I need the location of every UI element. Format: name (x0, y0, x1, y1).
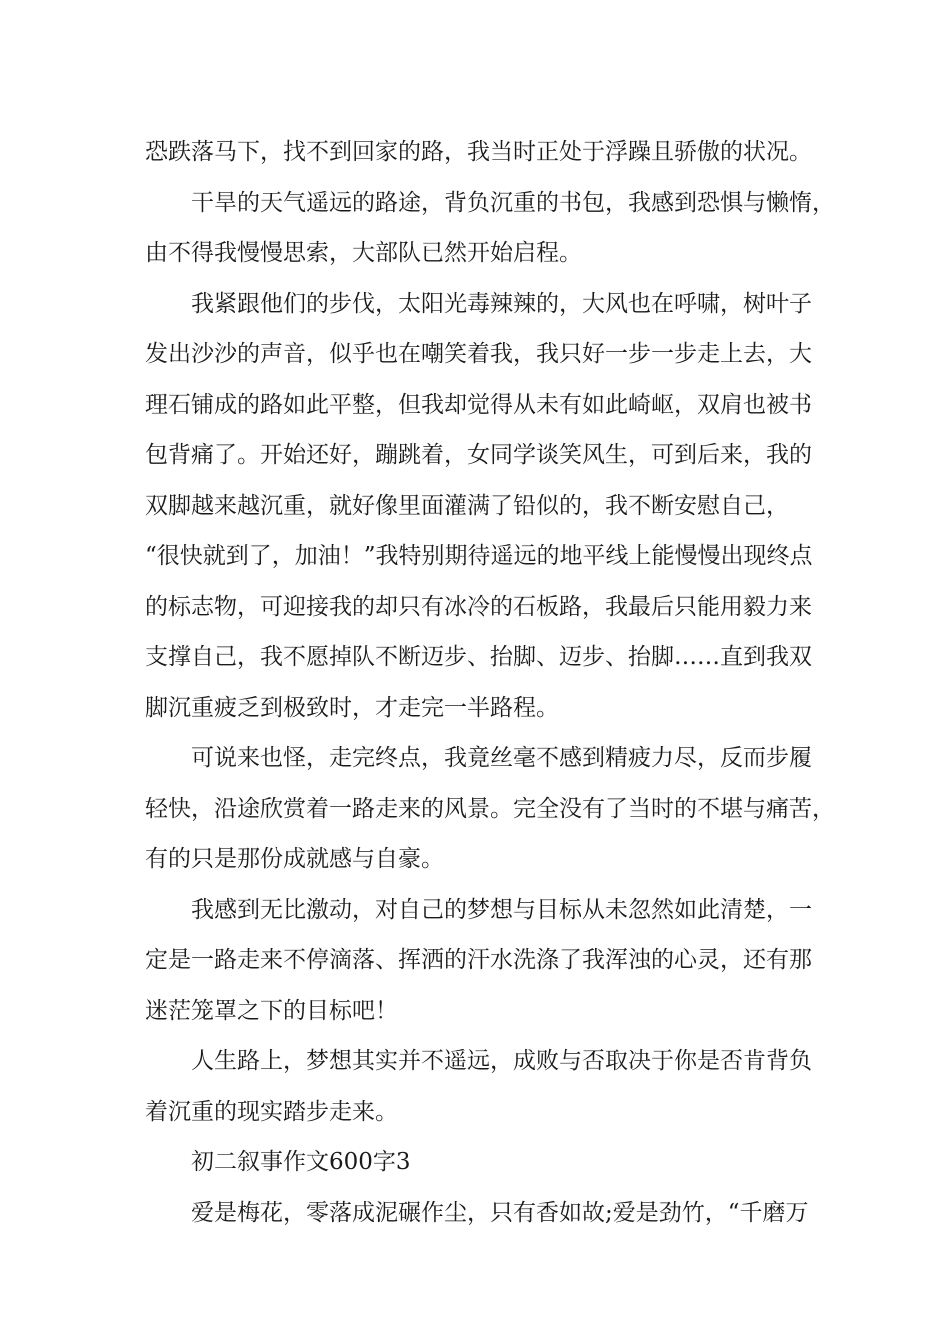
text-line: 的标志物，可迎接我的却只有冰冷的石板路，我最后只能用毅力来 (145, 593, 812, 620)
text-line: 发出沙沙的声音，似乎也在嘲笑着我，我只好一步一步走上去，大 (145, 341, 812, 367)
text-line: 脚沉重疲乏到极致时，才走完一半路程。 (145, 694, 559, 721)
text-line: 干旱的天气遥远的路途，背负沉重的书包，我感到恐惧与懒惰， (191, 189, 835, 216)
text-line: 支撑自己，我不愿掉队不断迈步、抬脚、迈步、抬脚……直到我双 (145, 644, 812, 670)
text-line: 恐跌落马下，找不到回家的路，我当时正处于浮躁且骄傲的状况。 (145, 139, 812, 165)
text-line: 理石铺成的路如此平整，但我却觉得从未有如此崎岖，双肩也被书 (145, 391, 812, 418)
text-line: “很快就到了，加油！”我特别期待遥远的地平线上能慢慢出现终点 (145, 543, 813, 569)
text-line: 有的只是那份成就感与自豪。 (145, 846, 444, 872)
text-line: 包背痛了。开始还好，蹦跳着，女同学谈笑风生，可到后来，我的 (145, 442, 812, 468)
text-line: 我紧跟他们的步伐，太阳光毒辣辣的，大风也在呼啸，树叶子 (191, 290, 812, 317)
text-line: 由不得我慢慢思索，大部队已然开始启程。 (145, 240, 582, 266)
essay-body (145, 127, 835, 1238)
text-line: 着沉重的现实踏步走来。 (145, 1098, 398, 1125)
section-heading: 初二叙事作文600字3 (191, 1149, 411, 1175)
text-line: 可说来也怪，走完终点，我竟丝毫不感到精疲力尽，反而步履 (191, 745, 812, 771)
text-line: 迷茫笼罩之下的目标吧！ (145, 997, 398, 1024)
text-line: 爱是梅花，零落成泥碾作尘，只有香如故;爱是劲竹，“千磨万 (191, 1199, 809, 1226)
text-line: 定是一路走来不停滴落、挥洒的汗水洗涤了我浑浊的心灵，还有那 (145, 947, 812, 973)
text-line: 人生路上，梦想其实并不遥远，成败与否取决于你是否肯背负 (191, 1048, 812, 1074)
text-line: 我感到无比激动，对自己的梦想与目标从未忽然如此清楚，一 (191, 896, 812, 923)
text-line: 双脚越来越沉重，就好像里面灌满了铅似的，我不断安慰自己， (145, 492, 789, 519)
text-line: 轻快，沿途欣赏着一路走来的风景。完全没有了当时的不堪与痛苦， (145, 795, 835, 822)
